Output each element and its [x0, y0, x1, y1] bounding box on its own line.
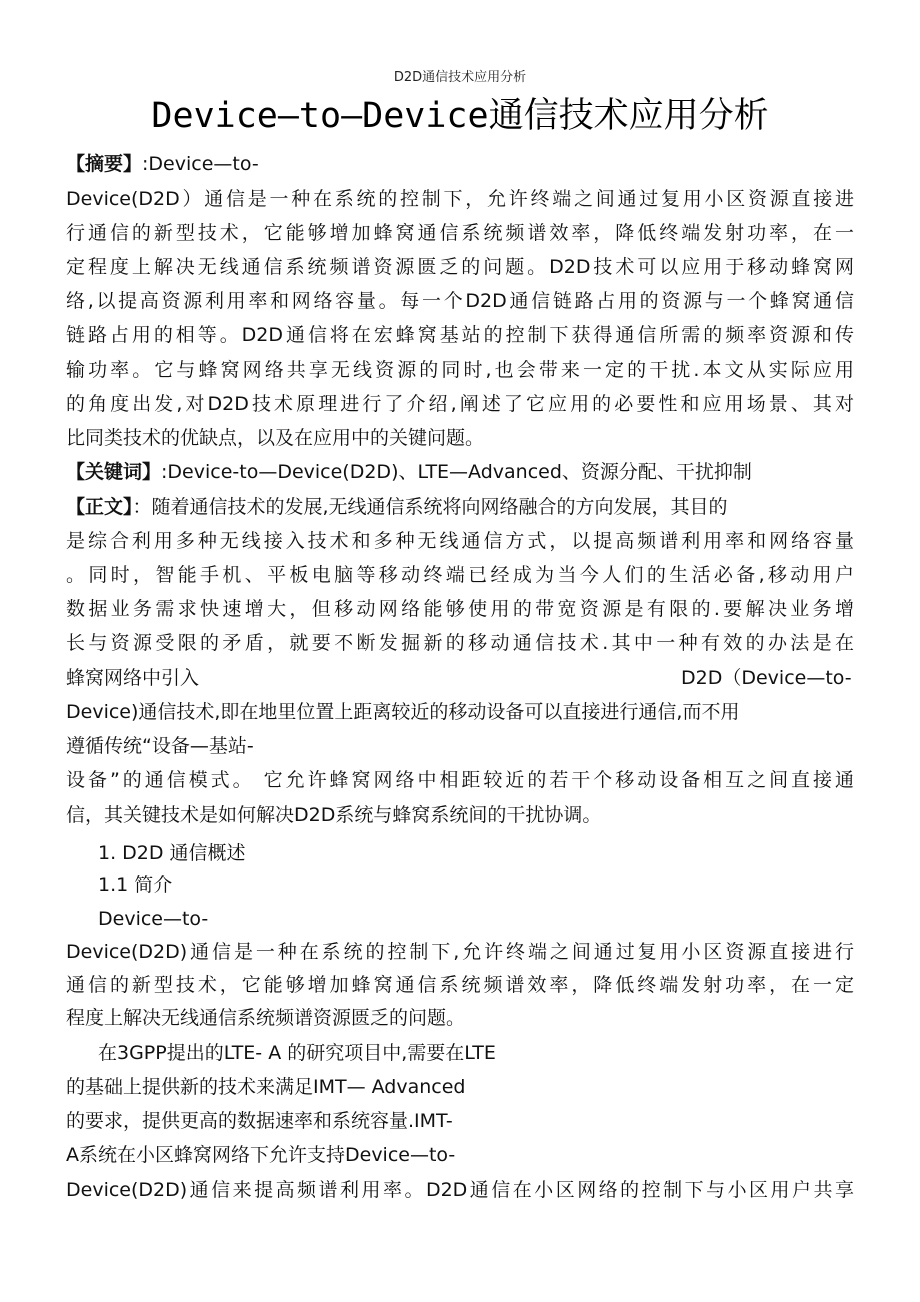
section-paragraph-line: 的要求，提供更高的数据速率和系统容量.IMT- — [66, 1110, 453, 1132]
body-line-right: D2D（Device—to- — [681, 667, 852, 689]
section-line: 程度上解决无线通信系统频谱资源匮乏的问题。 — [66, 1007, 466, 1029]
abstract-line: 链路占用的相等。D2D通信将在宏蜂窝基站的控制下获得通信所需的频率资源和传 — [66, 324, 854, 346]
running-header: D2D通信技术应用分析 — [393, 70, 527, 85]
body-line: 遵循传统“设备—基站- — [66, 735, 254, 757]
abstract-line: 输功率。它与蜂窝网络共享无线资源的同时,也会带来一定的干扰.本文从实际应用 — [66, 359, 854, 381]
section-paragraph-line: A系统在小区蜂窝网络下允许支持Device—to- — [66, 1144, 456, 1166]
keywords-text: :Device-to—Device(D2D)、LTE—Advanced、资源分配、干扰抑制 — [161, 461, 752, 483]
body-label: 【正文】 — [66, 496, 133, 518]
subsection-heading: 1.1 简介 — [98, 874, 173, 896]
section-paragraph-line: 在3GPP提出的LTE- A 的研究项目中,需要在LTE — [98, 1042, 496, 1064]
abstract-line: Device(D2D）通信是一种在系统的控制下，允许终端之间通过复用小区资源直接进 — [66, 188, 854, 210]
body-first-line — [66, 492, 728, 522]
section-paragraph-line: 的基础上提供新的技术来满足IMT— Advanced — [66, 1076, 466, 1098]
body-line: 。同时，智能手机、平板电脑等移动终端已经成为当今人们的生活必备,移动用户 — [66, 564, 854, 586]
section-paragraph-line: Device(D2D)通信来提高频谱利用率。D2D通信在小区网络的控制下与小区用户共享 — [66, 1179, 854, 1201]
abstract-line: 络,以提高资源利用率和网络容量。每一个D2D通信链路占用的资源与一个蜂窝通信 — [66, 290, 854, 312]
abstract-label: 【摘要】 — [66, 153, 143, 175]
keywords-label: 【关键词】 — [66, 461, 162, 483]
keywords-line — [66, 457, 752, 487]
section-line: Device—to- — [98, 908, 209, 930]
abstract-first-line — [66, 149, 259, 179]
section-line: 通信的新型技术，它能够增加蜂窝通信系统频谱效率，降低终端发射功率，在一定 — [66, 974, 854, 996]
document-title: Device—to—Device通信技术应用分析 — [151, 96, 769, 136]
abstract-line: 行通信的新型技术，它能够增加蜂窝通信系统频谱效率，降低终端发射功率，在一 — [66, 222, 854, 244]
abstract-line: 的角度出发,对D2D技术原理进行了介绍,阐述了它应用的必要性和应用场景、其对 — [66, 393, 854, 415]
abstract-line: 比同类技术的优缺点，以及在应用中的关键问题。 — [66, 427, 485, 449]
body-line: 设备”的通信模式。 它允许蜂窝网络中相距较近的若干个移动设备相互之间直接通 — [66, 769, 854, 791]
body-line: 信，其关键技术是如何解决D2D系统与蜂窝系统间的干扰协调。 — [66, 804, 602, 826]
section-heading: 1. D2D 通信概述 — [98, 842, 246, 864]
section-line: Device(D2D)通信是一种在系统的控制下,允许终端之间通过复用小区资源直接进行 — [66, 941, 854, 963]
abstract-line: 定程度上解决无线通信系统频谱资源匮乏的问题。D2D技术可以应用于移动蜂窝网 — [66, 256, 854, 278]
body-line: 是综合利用多种无线接入技术和多种无线通信方式，以提高频谱利用率和网络容量 — [66, 530, 854, 552]
body-line-left: 蜂窝网络中引入 — [66, 667, 200, 689]
abstract-line: :Device—to- — [142, 153, 259, 175]
body-line: ：随着通信技术的发展,无线通信系统将向网络融合的方向发展，其目的 — [132, 496, 728, 518]
body-line: 数据业务需求快速增大，但移动网络能够使用的带宽资源是有限的.要解决业务增 — [66, 598, 854, 620]
body-line: 长与资源受限的矛盾，就要不断发掘新的移动通信技术.其中一种有效的办法是在 — [66, 632, 854, 654]
body-line: Device)通信技术,即在地里位置上距离较近的移动设备可以直接进行通信,而不用 — [66, 701, 740, 723]
